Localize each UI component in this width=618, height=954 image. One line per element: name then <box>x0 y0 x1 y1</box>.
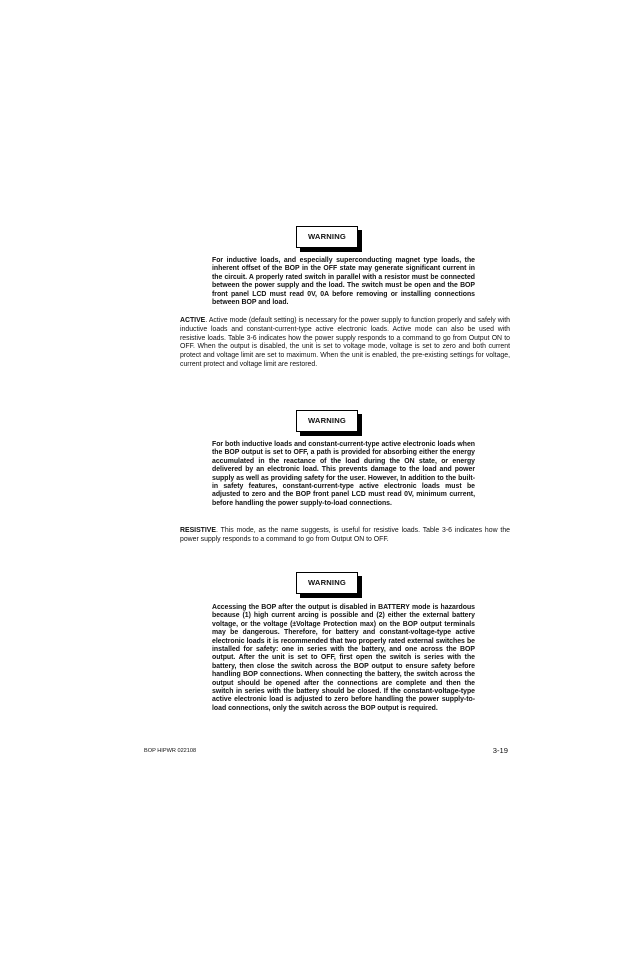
active-mode-paragraph <box>180 317 510 370</box>
warning-text-1: For inductive loads, and especially superconducting magnet type loads, the inherent offset of the BOP in the OFF state may generate significant current in the circuit. A properly rated switch in parallel with a resistor must be connected between the power supply and the load. The switch must be open and the BOP front panel LCD must read 0V, 0A before removing or installing connections between BOP and load. <box>212 257 475 307</box>
active-mode-heading: ACTIVE <box>180 317 206 324</box>
warning-label-1 <box>296 226 358 248</box>
page-number: 3-19 <box>492 746 508 755</box>
warning-text-3: Accessing the BOP after the output is disabled in BATTERY mode is hazardous because (1) high current arcing is possible and (2) either the external battery voltage, or the voltage (±Voltage Protection max) on the BOP output terminals may be dangerous. Therefore, for battery and constant-voltage-type active electronic loads it is recommended that two properly rated external switches be installed for safety: one in series with the battery, and one across the BOP output. After the unit is set to OFF, first open the switch is series with the battery, then close the switch across the BOP output to ensure safety before handling BOP connections. When connecting the battery, the switch across the output should be opened after the connections are complete and then the switch in series with the battery should be closed. If the constant-voltage-type active electronic load is adjusted to zero before handling the power supply-to-load connections, only the switch across the BOP output is required. <box>212 604 475 712</box>
warning-label-2 <box>296 410 358 432</box>
footer-document-id: BOP HIPWR 022108 <box>144 748 197 754</box>
resistive-mode-text: . This mode, as the name suggests, is useful for resistive loads. Table 3-6 indicates how the power supply responds to a command to go from Output ON to OFF. <box>180 527 510 543</box>
warning-label-text: WARNING <box>307 416 347 425</box>
warning-label-text: WARNING <box>307 232 347 241</box>
warning-text-2: For both inductive loads and constant-current-type active electronic loads when the BOP output is set to OFF, a path is provided for absorbing either the energy accumulated in the reactance of the load during the ON state, or energy delivered by an electronic load. This prevents damage to the load and power supply as well as providing safety for the user. However, In addition to the built-in safety features, constant-current-type active electronic loads must be adjusted to zero and the BOP front panel LCD must read 0V, minimum current, before handling the power supply-to-load connections. <box>212 441 475 507</box>
resistive-mode-paragraph <box>180 527 510 545</box>
warning-label-3 <box>296 572 358 594</box>
active-mode-text: . Active mode (default setting) is necessary for the power supply to function properly and safely with inductive loads and constant-current-type active electronic loads. Active mode can also be used with resistive loads. Table 3-6 indicates how the power supply responds to a command to go from Output ON to OFF. When the output is disabled, the unit is set to voltage mode, voltage is set to zero and both current protect and voltage limit are set to maximum. When the unit is enabled, the pre-existing settings for voltage, current protect and voltage limit are restored. <box>180 317 510 368</box>
warning-label-text: WARNING <box>307 578 347 587</box>
resistive-mode-heading: RESISTIVE <box>180 527 216 534</box>
